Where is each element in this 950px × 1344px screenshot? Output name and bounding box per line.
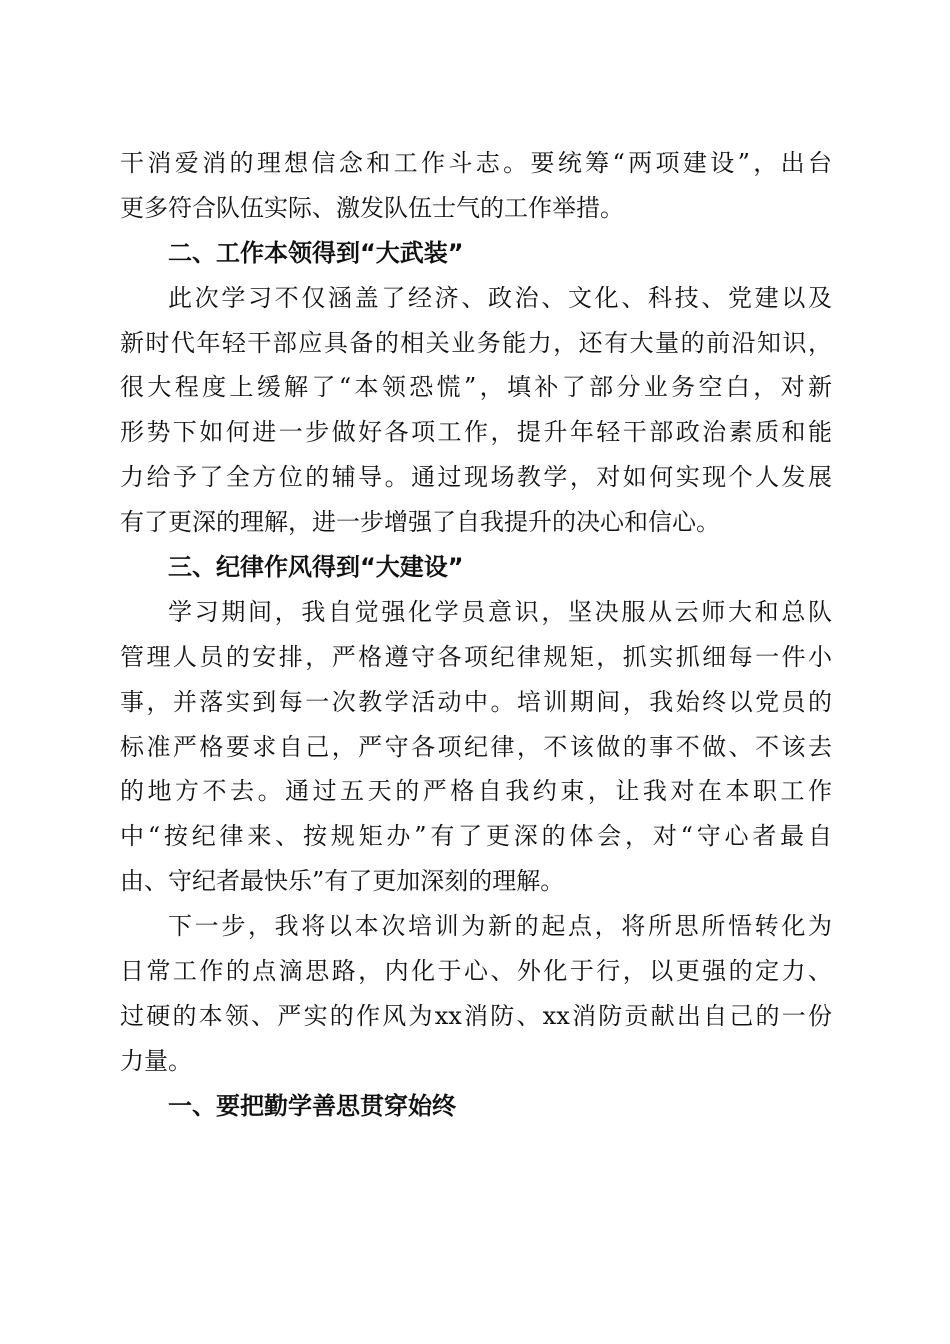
text-line-21: 力量。 [120, 1046, 192, 1075]
text-line-15: 的地方不去。通过五天的严格自我约束，让我对在本职工作 [120, 777, 832, 806]
text-line-5: 新时代年轻干部应具备的相关业务能力，还有大量的前沿知识， [120, 328, 832, 357]
text-line-20: 过硬的本领、严实的作风为xx消防、xx消防贡献出自己的一份 [120, 1001, 832, 1030]
section-heading-3: 三、纪律作风得到“大建设” [168, 553, 464, 582]
text-line-14: 标准严格要求自己，严守各项纪律，不该做的事不做、不该去 [120, 732, 832, 761]
section-heading-2: 二、工作本领得到“大武装” [168, 238, 464, 267]
text-line-13: 事，并落实到每一次教学活动中。培训期间，我始终以党员的 [120, 687, 832, 716]
text-line-9: 有了更深的理解，进一步增强了自我提升的决心和信心。 [120, 508, 720, 537]
text-line-6: 很大程度上缓解了“本领恐慌”，填补了部分业务空白，对新 [120, 373, 832, 402]
text-line-18: 下一步，我将以本次培训为新的起点，将所思所悟转化为 [168, 912, 832, 941]
text-line-2: 更多符合队伍实际、激发队伍士气的工作举措。 [120, 193, 624, 222]
document-body [120, 141, 832, 1129]
text-line-8: 力给予了全方位的辅导。通过现场教学，对如何实现个人发展 [120, 463, 832, 492]
section-heading-1: 一、要把勤学善思贯穿始终 [168, 1091, 456, 1120]
text-line-19: 日常工作的点滴思路，内化于心、外化于行，以更强的定力、 [120, 957, 832, 986]
text-line-7: 形势下如何进一步做好各项工作，提升年轻干部政治素质和能 [120, 418, 832, 447]
text-line-12: 管理人员的安排，严格遵守各项纪律规矩，抓实抓细每一件小 [120, 642, 832, 671]
text-line-17: 由、守纪者最快乐”有了更加深刻的理解。 [120, 867, 565, 896]
text-line-4: 此次学习不仅涵盖了经济、政治、文化、科技、党建以及 [168, 283, 832, 312]
text-line-11: 学习期间，我自觉强化学员意识，坚决服从云师大和总队 [168, 597, 832, 626]
text-line-1: 干消爱消的理想信念和工作斗志。要统筹“两项建设”，出台 [120, 149, 832, 177]
text-line-16: 中“按纪律来、按规矩办”有了更深的体会，对“守心者最自 [120, 822, 832, 851]
